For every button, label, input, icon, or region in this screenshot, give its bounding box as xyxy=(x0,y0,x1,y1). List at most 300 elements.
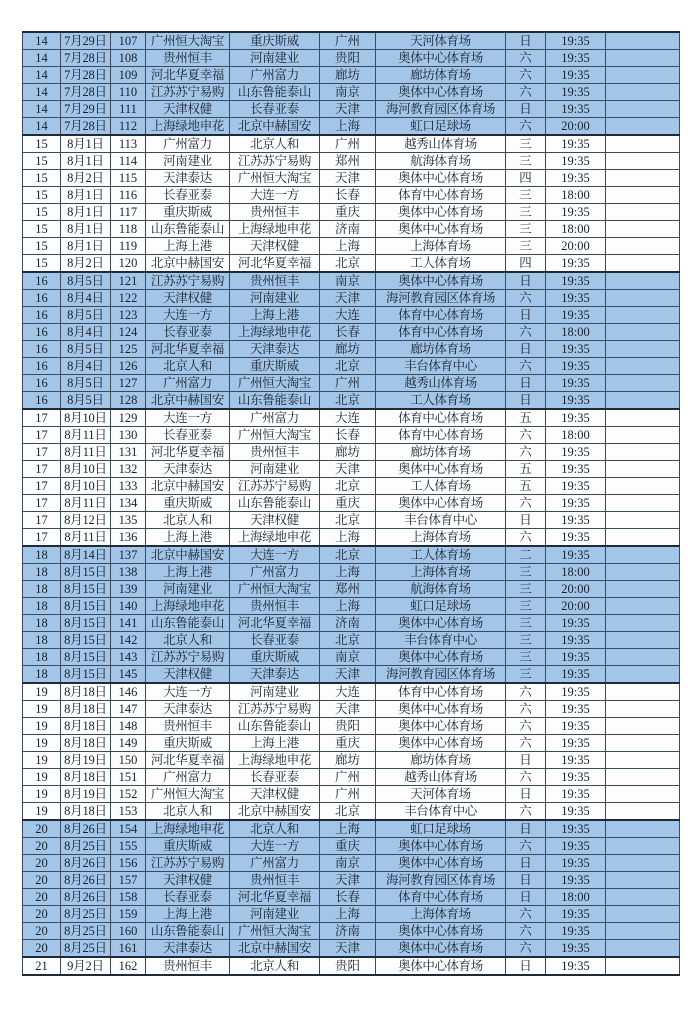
table-row[interactable] xyxy=(23,872,680,889)
cell-away: 贵州恒丰 xyxy=(230,872,320,889)
cell-time: 18:00 xyxy=(546,221,606,238)
table-row[interactable] xyxy=(23,906,680,923)
cell-day: 六 xyxy=(506,358,546,375)
cell-city: 天津 xyxy=(320,170,376,187)
cell-date: 8月15日 xyxy=(61,581,111,598)
cell-day: 日 xyxy=(506,957,546,975)
cell-round: 16 xyxy=(23,307,61,324)
table-row[interactable] xyxy=(23,752,680,769)
cell-venue: 工人体育场 xyxy=(376,546,506,564)
cell-extra xyxy=(606,649,680,666)
cell-round: 14 xyxy=(23,118,61,136)
cell-city: 贵阳 xyxy=(320,957,376,975)
cell-date: 8月11日 xyxy=(61,444,111,461)
cell-round: 16 xyxy=(23,392,61,410)
cell-extra xyxy=(606,324,680,341)
table-row[interactable] xyxy=(23,135,680,153)
cell-home: 上海上港 xyxy=(146,906,230,923)
table-row[interactable] xyxy=(23,170,680,187)
cell-extra xyxy=(606,581,680,598)
cell-home: 北京人和 xyxy=(146,512,230,529)
cell-venue: 工人体育场 xyxy=(376,255,506,273)
cell-city: 长春 xyxy=(320,427,376,444)
table-row[interactable] xyxy=(23,803,680,821)
cell-away: 山东鲁能泰山 xyxy=(230,495,320,512)
table-row[interactable] xyxy=(23,564,680,581)
table-row[interactable] xyxy=(23,84,680,101)
cell-round: 19 xyxy=(23,803,61,821)
cell-venue: 丰台体育中心 xyxy=(376,358,506,375)
cell-away: 山东鲁能泰山 xyxy=(230,718,320,735)
cell-time: 19:35 xyxy=(546,255,606,273)
cell-day: 日 xyxy=(506,392,546,410)
cell-extra xyxy=(606,735,680,752)
cell-venue: 奥体中心体育场 xyxy=(376,735,506,752)
cell-round: 15 xyxy=(23,187,61,204)
cell-time: 19:35 xyxy=(546,701,606,718)
cell-venue: 廊坊体育场 xyxy=(376,752,506,769)
cell-extra xyxy=(606,135,680,153)
cell-round: 15 xyxy=(23,238,61,255)
cell-day: 六 xyxy=(506,803,546,821)
cell-home: 天津泰达 xyxy=(146,940,230,958)
table-row[interactable] xyxy=(23,632,680,649)
table-row[interactable] xyxy=(23,221,680,238)
cell-extra xyxy=(606,872,680,889)
cell-day: 日 xyxy=(506,375,546,392)
cell-home: 山东鲁能泰山 xyxy=(146,615,230,632)
cell-city: 上海 xyxy=(320,906,376,923)
cell-extra xyxy=(606,957,680,975)
cell-home: 天津权健 xyxy=(146,290,230,307)
cell-city: 广州 xyxy=(320,32,376,50)
cell-no: 123 xyxy=(111,307,146,324)
cell-extra xyxy=(606,255,680,273)
cell-venue: 体育中心体育场 xyxy=(376,683,506,701)
table-row[interactable] xyxy=(23,598,680,615)
cell-home: 天津权健 xyxy=(146,872,230,889)
cell-day: 日 xyxy=(506,820,546,838)
cell-round: 18 xyxy=(23,649,61,666)
cell-no: 160 xyxy=(111,923,146,940)
cell-date: 8月11日 xyxy=(61,529,111,547)
cell-extra xyxy=(606,341,680,358)
table-row[interactable] xyxy=(23,889,680,906)
cell-round: 20 xyxy=(23,838,61,855)
cell-no: 152 xyxy=(111,786,146,803)
cell-away: 北京中赫国安 xyxy=(230,803,320,821)
table-row[interactable] xyxy=(23,187,680,204)
cell-round: 19 xyxy=(23,683,61,701)
cell-date: 8月19日 xyxy=(61,786,111,803)
table-row[interactable] xyxy=(23,290,680,307)
cell-date: 8月1日 xyxy=(61,187,111,204)
table-row[interactable] xyxy=(23,358,680,375)
table-row[interactable] xyxy=(23,649,680,666)
cell-round: 17 xyxy=(23,478,61,495)
cell-no: 111 xyxy=(111,101,146,118)
cell-city: 北京 xyxy=(320,512,376,529)
cell-city: 北京 xyxy=(320,478,376,495)
table-row[interactable] xyxy=(23,307,680,324)
cell-time: 20:00 xyxy=(546,118,606,136)
cell-away: 广州富力 xyxy=(230,855,320,872)
cell-date: 8月10日 xyxy=(61,461,111,478)
cell-day: 六 xyxy=(506,701,546,718)
cell-date: 8月26日 xyxy=(61,820,111,838)
cell-date: 8月2日 xyxy=(61,170,111,187)
cell-venue: 体育中心体育场 xyxy=(376,307,506,324)
cell-away: 河南建业 xyxy=(230,290,320,307)
table-row[interactable] xyxy=(23,409,680,427)
cell-date: 7月28日 xyxy=(61,67,111,84)
cell-away: 江苏苏宁易购 xyxy=(230,153,320,170)
cell-date: 8月18日 xyxy=(61,735,111,752)
cell-date: 8月15日 xyxy=(61,564,111,581)
table-row[interactable] xyxy=(23,67,680,84)
cell-no: 129 xyxy=(111,409,146,427)
table-row[interactable] xyxy=(23,118,680,136)
cell-venue: 体育中心体育场 xyxy=(376,427,506,444)
cell-day: 三 xyxy=(506,666,546,684)
cell-away: 河北华夏幸福 xyxy=(230,615,320,632)
table-row[interactable] xyxy=(23,855,680,872)
cell-no: 135 xyxy=(111,512,146,529)
cell-away: 大连一方 xyxy=(230,838,320,855)
table-row[interactable] xyxy=(23,683,680,701)
cell-city: 上海 xyxy=(320,820,376,838)
cell-city: 廊坊 xyxy=(320,67,376,84)
cell-date: 8月1日 xyxy=(61,204,111,221)
table-row[interactable] xyxy=(23,238,680,255)
cell-extra xyxy=(606,307,680,324)
table-row[interactable] xyxy=(23,512,680,529)
table-row[interactable] xyxy=(23,153,680,170)
cell-day: 三 xyxy=(506,238,546,255)
cell-round: 14 xyxy=(23,101,61,118)
cell-extra xyxy=(606,101,680,118)
cell-date: 7月28日 xyxy=(61,118,111,136)
cell-date: 8月1日 xyxy=(61,135,111,153)
cell-round: 19 xyxy=(23,701,61,718)
cell-extra xyxy=(606,906,680,923)
table-row[interactable] xyxy=(23,838,680,855)
cell-date: 8月10日 xyxy=(61,478,111,495)
cell-date: 8月1日 xyxy=(61,238,111,255)
table-row[interactable] xyxy=(23,32,680,50)
cell-away: 山东鲁能泰山 xyxy=(230,84,320,101)
cell-no: 141 xyxy=(111,615,146,632)
cell-time: 19:35 xyxy=(546,940,606,958)
cell-round: 14 xyxy=(23,67,61,84)
table-row[interactable] xyxy=(23,581,680,598)
cell-city: 重庆 xyxy=(320,838,376,855)
cell-day: 六 xyxy=(506,940,546,958)
table-row[interactable] xyxy=(23,769,680,786)
cell-time: 19:35 xyxy=(546,495,606,512)
cell-no: 113 xyxy=(111,135,146,153)
cell-round: 19 xyxy=(23,718,61,735)
cell-time: 19:35 xyxy=(546,855,606,872)
cell-day: 三 xyxy=(506,615,546,632)
cell-round: 14 xyxy=(23,32,61,50)
cell-extra xyxy=(606,632,680,649)
table-row[interactable] xyxy=(23,427,680,444)
cell-no: 117 xyxy=(111,204,146,221)
cell-round: 20 xyxy=(23,906,61,923)
table-row[interactable] xyxy=(23,50,680,67)
cell-day: 六 xyxy=(506,444,546,461)
table-row[interactable] xyxy=(23,718,680,735)
cell-venue: 奥体中心体育场 xyxy=(376,701,506,718)
cell-day: 三 xyxy=(506,153,546,170)
cell-home: 贵州恒丰 xyxy=(146,718,230,735)
cell-venue: 虹口足球场 xyxy=(376,118,506,136)
cell-home: 大连一方 xyxy=(146,683,230,701)
cell-time: 19:35 xyxy=(546,803,606,821)
cell-time: 19:35 xyxy=(546,546,606,564)
cell-home: 上海上港 xyxy=(146,238,230,255)
cell-city: 郑州 xyxy=(320,581,376,598)
cell-city: 天津 xyxy=(320,940,376,958)
cell-home: 广州富力 xyxy=(146,769,230,786)
cell-extra xyxy=(606,889,680,906)
cell-away: 天津权健 xyxy=(230,238,320,255)
cell-away: 河南建业 xyxy=(230,461,320,478)
cell-day: 六 xyxy=(506,67,546,84)
cell-extra xyxy=(606,564,680,581)
cell-city: 济南 xyxy=(320,923,376,940)
cell-city: 广州 xyxy=(320,135,376,153)
cell-date: 8月26日 xyxy=(61,855,111,872)
cell-city: 大连 xyxy=(320,409,376,427)
cell-round: 16 xyxy=(23,324,61,341)
cell-day: 三 xyxy=(506,632,546,649)
cell-day: 日 xyxy=(506,786,546,803)
cell-no: 120 xyxy=(111,255,146,273)
cell-venue: 天河体育场 xyxy=(376,32,506,50)
cell-home: 广州恒大淘宝 xyxy=(146,32,230,50)
cell-home: 长春亚泰 xyxy=(146,427,230,444)
table-row[interactable] xyxy=(23,204,680,221)
cell-round: 15 xyxy=(23,255,61,273)
table-row[interactable] xyxy=(23,461,680,478)
table-row[interactable] xyxy=(23,666,680,684)
cell-date: 8月4日 xyxy=(61,324,111,341)
cell-date: 8月19日 xyxy=(61,752,111,769)
cell-home: 上海绿地申花 xyxy=(146,820,230,838)
cell-venue: 奥体中心体育场 xyxy=(376,50,506,67)
cell-extra xyxy=(606,786,680,803)
cell-day: 四 xyxy=(506,170,546,187)
cell-venue: 丰台体育中心 xyxy=(376,512,506,529)
cell-city: 重庆 xyxy=(320,204,376,221)
cell-city: 贵阳 xyxy=(320,50,376,67)
cell-no: 145 xyxy=(111,666,146,684)
cell-extra xyxy=(606,838,680,855)
cell-day: 三 xyxy=(506,564,546,581)
table-row[interactable] xyxy=(23,255,680,273)
table-row[interactable] xyxy=(23,478,680,495)
cell-time: 19:35 xyxy=(546,153,606,170)
cell-extra xyxy=(606,598,680,615)
cell-city: 南京 xyxy=(320,649,376,666)
cell-round: 20 xyxy=(23,940,61,958)
cell-no: 107 xyxy=(111,32,146,50)
cell-no: 140 xyxy=(111,598,146,615)
cell-date: 8月5日 xyxy=(61,307,111,324)
cell-extra xyxy=(606,529,680,547)
cell-round: 16 xyxy=(23,375,61,392)
cell-no: 134 xyxy=(111,495,146,512)
cell-extra xyxy=(606,392,680,410)
cell-date: 7月29日 xyxy=(61,32,111,50)
cell-away: 上海绿地申花 xyxy=(230,221,320,238)
cell-round: 21 xyxy=(23,957,61,975)
cell-date: 8月15日 xyxy=(61,666,111,684)
cell-extra xyxy=(606,666,680,684)
cell-away: 天津权健 xyxy=(230,786,320,803)
cell-time: 19:35 xyxy=(546,820,606,838)
cell-day: 日 xyxy=(506,872,546,889)
cell-venue: 海河教育园区体育场 xyxy=(376,872,506,889)
cell-venue: 上海体育场 xyxy=(376,564,506,581)
cell-venue: 廊坊体育场 xyxy=(376,67,506,84)
cell-extra xyxy=(606,803,680,821)
cell-no: 114 xyxy=(111,153,146,170)
cell-no: 150 xyxy=(111,752,146,769)
cell-away: 重庆斯威 xyxy=(230,32,320,50)
cell-round: 15 xyxy=(23,153,61,170)
cell-no: 153 xyxy=(111,803,146,821)
cell-city: 北京 xyxy=(320,358,376,375)
cell-venue: 奥体中心体育场 xyxy=(376,495,506,512)
cell-home: 广州恒大淘宝 xyxy=(146,786,230,803)
cell-day: 六 xyxy=(506,838,546,855)
cell-venue: 奥体中心体育场 xyxy=(376,957,506,975)
cell-time: 19:35 xyxy=(546,957,606,975)
cell-day: 六 xyxy=(506,718,546,735)
cell-away: 山东鲁能泰山 xyxy=(230,392,320,410)
cell-away: 贵州恒丰 xyxy=(230,598,320,615)
cell-city: 长春 xyxy=(320,187,376,204)
cell-extra xyxy=(606,495,680,512)
cell-city: 长春 xyxy=(320,324,376,341)
cell-home: 广州富力 xyxy=(146,135,230,153)
table-row[interactable] xyxy=(23,820,680,838)
cell-round: 17 xyxy=(23,529,61,547)
cell-away: 广州恒大淘宝 xyxy=(230,170,320,187)
cell-time: 19:35 xyxy=(546,204,606,221)
table-row[interactable] xyxy=(23,923,680,940)
cell-venue: 体育中心体育场 xyxy=(376,409,506,427)
table-row[interactable] xyxy=(23,546,680,564)
cell-round: 19 xyxy=(23,735,61,752)
cell-day: 日 xyxy=(506,512,546,529)
cell-extra xyxy=(606,358,680,375)
cell-city: 天津 xyxy=(320,701,376,718)
cell-no: 126 xyxy=(111,358,146,375)
cell-date: 8月5日 xyxy=(61,375,111,392)
table-row[interactable] xyxy=(23,341,680,358)
cell-no: 115 xyxy=(111,170,146,187)
cell-venue: 工人体育场 xyxy=(376,478,506,495)
cell-city: 广州 xyxy=(320,375,376,392)
table-row[interactable] xyxy=(23,529,680,547)
cell-day: 五 xyxy=(506,478,546,495)
cell-extra xyxy=(606,409,680,427)
cell-day: 五 xyxy=(506,409,546,427)
cell-venue: 奥体中心体育场 xyxy=(376,855,506,872)
cell-day: 三 xyxy=(506,221,546,238)
cell-day: 六 xyxy=(506,50,546,67)
cell-away: 天津权健 xyxy=(230,512,320,529)
table-row[interactable] xyxy=(23,701,680,718)
table-row[interactable] xyxy=(23,444,680,461)
cell-extra xyxy=(606,461,680,478)
cell-round: 16 xyxy=(23,290,61,307)
cell-time: 19:35 xyxy=(546,906,606,923)
cell-date: 8月25日 xyxy=(61,906,111,923)
table-row[interactable] xyxy=(23,615,680,632)
cell-extra xyxy=(606,84,680,101)
table-row[interactable] xyxy=(23,101,680,118)
cell-no: 124 xyxy=(111,324,146,341)
cell-time: 19:35 xyxy=(546,769,606,786)
cell-day: 日 xyxy=(506,341,546,358)
cell-city: 北京 xyxy=(320,255,376,273)
cell-city: 大连 xyxy=(320,307,376,324)
cell-away: 贵州恒丰 xyxy=(230,204,320,221)
table-row[interactable] xyxy=(23,495,680,512)
cell-extra xyxy=(606,855,680,872)
table-row[interactable] xyxy=(23,375,680,392)
cell-no: 109 xyxy=(111,67,146,84)
cell-day: 日 xyxy=(506,307,546,324)
schedule-sheet xyxy=(22,31,679,976)
cell-day: 六 xyxy=(506,529,546,547)
cell-round: 18 xyxy=(23,632,61,649)
cell-date: 8月18日 xyxy=(61,803,111,821)
cell-city: 廊坊 xyxy=(320,341,376,358)
cell-date: 7月28日 xyxy=(61,50,111,67)
table-row[interactable] xyxy=(23,940,680,958)
table-row[interactable] xyxy=(23,786,680,803)
cell-date: 8月26日 xyxy=(61,872,111,889)
cell-city: 贵阳 xyxy=(320,718,376,735)
cell-no: 110 xyxy=(111,84,146,101)
cell-time: 18:00 xyxy=(546,889,606,906)
cell-date: 8月14日 xyxy=(61,546,111,564)
cell-extra xyxy=(606,478,680,495)
cell-time: 20:00 xyxy=(546,581,606,598)
cell-home: 北京中赫国安 xyxy=(146,255,230,273)
cell-round: 15 xyxy=(23,170,61,187)
cell-city: 天津 xyxy=(320,290,376,307)
table-row[interactable] xyxy=(23,324,680,341)
cell-home: 天津权健 xyxy=(146,101,230,118)
table-row[interactable] xyxy=(23,392,680,410)
table-row[interactable] xyxy=(23,957,680,975)
cell-no: 119 xyxy=(111,238,146,255)
cell-city: 大连 xyxy=(320,683,376,701)
cell-away: 天津泰达 xyxy=(230,341,320,358)
cell-day: 日 xyxy=(506,32,546,50)
cell-city: 天津 xyxy=(320,872,376,889)
table-row[interactable] xyxy=(23,272,680,290)
cell-day: 三 xyxy=(506,649,546,666)
table-row[interactable] xyxy=(23,735,680,752)
